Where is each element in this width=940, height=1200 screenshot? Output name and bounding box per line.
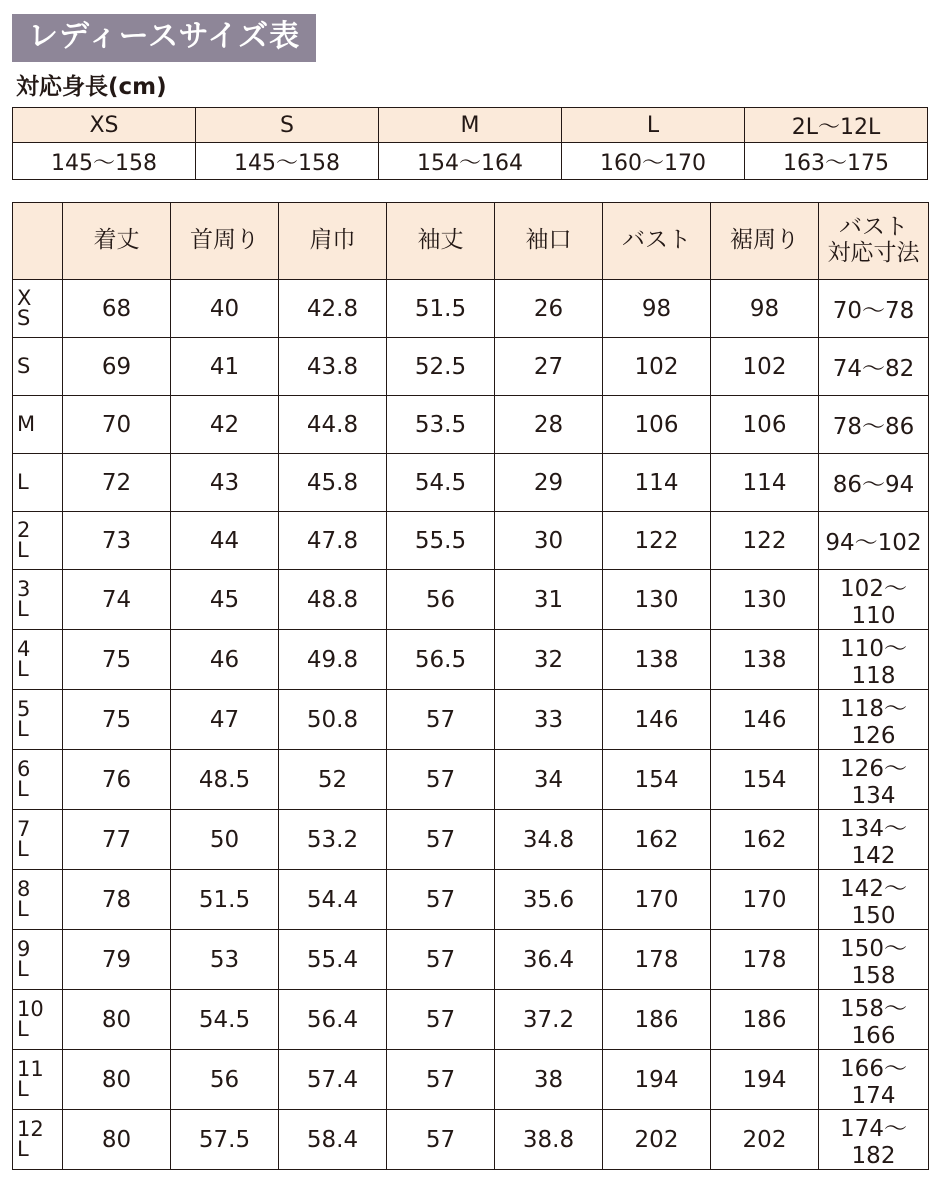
- cell-sodeguchi: 35.6: [495, 870, 603, 930]
- row-size-label: [13, 512, 63, 570]
- row-size-line2: L: [17, 1016, 29, 1041]
- cell-sodetake: 51.5: [387, 280, 495, 338]
- row-size-label: [13, 1050, 63, 1110]
- cell-katahaba: 53.2: [279, 810, 387, 870]
- cell-katahaba: 45.8: [279, 454, 387, 512]
- cell-kubimawari: 44: [171, 512, 279, 570]
- cell-katahaba: 57.4: [279, 1050, 387, 1110]
- cell-bust: 122: [603, 512, 711, 570]
- cell-kubimawari: 56: [171, 1050, 279, 1110]
- row-size-line1: 8: [17, 876, 31, 901]
- height-header-m: M: [379, 108, 562, 143]
- row-size-label: [13, 454, 63, 512]
- cell-bust-taiou: 118〜126: [819, 690, 929, 750]
- cell-sodeguchi: 33: [495, 690, 603, 750]
- height-range-2l-12l: 163〜175: [745, 143, 928, 180]
- table-row: [13, 1110, 929, 1170]
- cell-bust-taiou: 174〜182: [819, 1110, 929, 1170]
- row-size-line2: L: [17, 836, 29, 861]
- cell-susomawari: 138: [711, 630, 819, 690]
- row-size-label: [13, 930, 63, 990]
- cell-sodetake: 54.5: [387, 454, 495, 512]
- cell-bust-taiou: 78〜86: [819, 396, 929, 454]
- cell-sodeguchi: 28: [495, 396, 603, 454]
- table-row: [13, 1050, 929, 1110]
- height-table-header-row: [13, 108, 928, 143]
- cell-sodeguchi: 29: [495, 454, 603, 512]
- cell-kubimawari: 50: [171, 810, 279, 870]
- height-header-s: S: [196, 108, 379, 143]
- cell-kitake: 77: [63, 810, 171, 870]
- cell-kitake: 80: [63, 1050, 171, 1110]
- table-row: [13, 396, 929, 454]
- cell-bust: 98: [603, 280, 711, 338]
- cell-susomawari: 102: [711, 338, 819, 396]
- height-header-l: L: [562, 108, 745, 143]
- height-range-m: 154〜164: [379, 143, 562, 180]
- row-size-label: [13, 750, 63, 810]
- cell-kubimawari: 51.5: [171, 870, 279, 930]
- cell-kubimawari: 54.5: [171, 990, 279, 1050]
- cell-bust-taiou: 158〜166: [819, 990, 929, 1050]
- cell-sodetake: 57: [387, 810, 495, 870]
- cell-bust: 130: [603, 570, 711, 630]
- cell-kitake: 78: [63, 870, 171, 930]
- column-header-katahaba: 肩巾: [279, 203, 387, 280]
- cell-susomawari: 106: [711, 396, 819, 454]
- height-table: [12, 107, 928, 180]
- column-header-kubimawari: 首周り: [171, 203, 279, 280]
- cell-bust-taiou: 142〜150: [819, 870, 929, 930]
- size-table-header-row: [13, 203, 929, 280]
- cell-susomawari: 154: [711, 750, 819, 810]
- column-header-bust-taiou-sunpou: [819, 203, 929, 280]
- cell-bust: 106: [603, 396, 711, 454]
- row-size-line2: L: [17, 956, 29, 981]
- column-header-susomawari: 裾周り: [711, 203, 819, 280]
- cell-katahaba: 48.8: [279, 570, 387, 630]
- row-size-line2: L: [17, 896, 29, 921]
- cell-sodeguchi: 32: [495, 630, 603, 690]
- cell-bust-taiou: 134〜142: [819, 810, 929, 870]
- cell-bust: 102: [603, 338, 711, 396]
- table-row: [13, 570, 929, 630]
- row-size-line2: L: [17, 1076, 29, 1101]
- table-row: [13, 512, 929, 570]
- row-size-line2: S: [17, 305, 31, 330]
- column-header-kitake: 着丈: [63, 203, 171, 280]
- cell-sodetake: 52.5: [387, 338, 495, 396]
- cell-katahaba: 50.8: [279, 690, 387, 750]
- cell-kubimawari: 47: [171, 690, 279, 750]
- cell-kitake: 80: [63, 990, 171, 1050]
- cell-sodetake: 56.5: [387, 630, 495, 690]
- cell-kitake: 72: [63, 454, 171, 512]
- cell-sodetake: 55.5: [387, 512, 495, 570]
- row-size-line1: 2: [17, 517, 31, 542]
- cell-susomawari: 98: [711, 280, 819, 338]
- cell-kubimawari: 41: [171, 338, 279, 396]
- table-row: [13, 870, 929, 930]
- cell-kubimawari: 42: [171, 396, 279, 454]
- cell-bust-taiou: 70〜78: [819, 280, 929, 338]
- row-size-line1: S: [17, 353, 31, 378]
- cell-susomawari: 162: [711, 810, 819, 870]
- height-range-xs: 145〜158: [13, 143, 196, 180]
- cell-susomawari: 146: [711, 690, 819, 750]
- row-size-label: [13, 690, 63, 750]
- row-size-label: [13, 280, 63, 338]
- cell-kubimawari: 40: [171, 280, 279, 338]
- cell-kitake: 74: [63, 570, 171, 630]
- cell-sodeguchi: 38.8: [495, 1110, 603, 1170]
- table-row: [13, 454, 929, 512]
- cell-katahaba: 43.8: [279, 338, 387, 396]
- cell-kitake: 80: [63, 1110, 171, 1170]
- row-size-label: [13, 870, 63, 930]
- height-header-xs: XS: [13, 108, 196, 143]
- row-size-line1: 11: [17, 1056, 44, 1081]
- cell-katahaba: 56.4: [279, 990, 387, 1050]
- cell-bust-taiou: 110〜118: [819, 630, 929, 690]
- row-size-line2: L: [17, 1136, 29, 1161]
- row-size-line1: 12: [17, 1116, 44, 1141]
- row-size-label: [13, 810, 63, 870]
- cell-bust: 114: [603, 454, 711, 512]
- table-row: [13, 990, 929, 1050]
- cell-sodetake: 57: [387, 870, 495, 930]
- cell-kitake: 73: [63, 512, 171, 570]
- cell-kitake: 75: [63, 630, 171, 690]
- table-row: [13, 690, 929, 750]
- cell-sodeguchi: 30: [495, 512, 603, 570]
- size-table-corner: [13, 203, 63, 280]
- row-size-line1: 3: [17, 576, 31, 601]
- cell-sodeguchi: 36.4: [495, 930, 603, 990]
- cell-bust: 138: [603, 630, 711, 690]
- bust-header-line1: バスト: [839, 214, 908, 241]
- cell-kubimawari: 53: [171, 930, 279, 990]
- cell-sodetake: 57: [387, 750, 495, 810]
- row-size-label: [13, 338, 63, 396]
- cell-susomawari: 186: [711, 990, 819, 1050]
- height-section-label: 対応身長(cm): [16, 74, 167, 100]
- cell-kitake: 70: [63, 396, 171, 454]
- cell-sodetake: 57: [387, 930, 495, 990]
- cell-sodetake: 57: [387, 1110, 495, 1170]
- cell-susomawari: 130: [711, 570, 819, 630]
- row-size-line2: L: [17, 537, 29, 562]
- cell-sodeguchi: 27: [495, 338, 603, 396]
- cell-katahaba: 42.8: [279, 280, 387, 338]
- row-size-line1: 6: [17, 756, 31, 781]
- cell-bust: 154: [603, 750, 711, 810]
- cell-kitake: 69: [63, 338, 171, 396]
- height-range-s: 145〜158: [196, 143, 379, 180]
- table-row: [13, 280, 929, 338]
- cell-sodetake: 56: [387, 570, 495, 630]
- cell-kitake: 75: [63, 690, 171, 750]
- cell-kubimawari: 45: [171, 570, 279, 630]
- row-size-line2: L: [17, 596, 29, 621]
- table-row: [13, 338, 929, 396]
- cell-bust-taiou: 102〜110: [819, 570, 929, 630]
- row-size-line1: X: [17, 285, 32, 310]
- row-size-label: [13, 396, 63, 454]
- cell-susomawari: 202: [711, 1110, 819, 1170]
- cell-sodetake: 57: [387, 690, 495, 750]
- row-size-line2: L: [17, 656, 29, 681]
- row-size-line1: 4: [17, 636, 31, 661]
- height-range-l: 160〜170: [562, 143, 745, 180]
- height-header-2l-12l: 2L〜12L: [745, 108, 928, 143]
- cell-katahaba: 58.4: [279, 1110, 387, 1170]
- column-header-sodetake: 袖丈: [387, 203, 495, 280]
- cell-sodeguchi: 34: [495, 750, 603, 810]
- cell-sodetake: 57: [387, 1050, 495, 1110]
- cell-bust: 186: [603, 990, 711, 1050]
- cell-kitake: 79: [63, 930, 171, 990]
- row-size-line1: M: [17, 411, 36, 436]
- cell-kubimawari: 48.5: [171, 750, 279, 810]
- size-table-body: [13, 280, 929, 1170]
- table-row: [13, 930, 929, 990]
- cell-katahaba: 44.8: [279, 396, 387, 454]
- cell-bust-taiou: 166〜174: [819, 1050, 929, 1110]
- cell-bust: 178: [603, 930, 711, 990]
- cell-sodeguchi: 31: [495, 570, 603, 630]
- cell-sodeguchi: 38: [495, 1050, 603, 1110]
- cell-sodeguchi: 37.2: [495, 990, 603, 1050]
- height-table-row: [13, 143, 928, 180]
- cell-bust: 162: [603, 810, 711, 870]
- cell-katahaba: 49.8: [279, 630, 387, 690]
- row-size-label: [13, 630, 63, 690]
- cell-katahaba: 52: [279, 750, 387, 810]
- cell-susomawari: 194: [711, 1050, 819, 1110]
- row-size-line2: L: [17, 776, 29, 801]
- cell-bust-taiou: 126〜134: [819, 750, 929, 810]
- cell-sodetake: 53.5: [387, 396, 495, 454]
- cell-susomawari: 178: [711, 930, 819, 990]
- cell-kubimawari: 46: [171, 630, 279, 690]
- row-size-line1: L: [17, 469, 29, 494]
- cell-kubimawari: 43: [171, 454, 279, 512]
- table-row: [13, 750, 929, 810]
- cell-sodeguchi: 26: [495, 280, 603, 338]
- row-size-line1: 9: [17, 936, 31, 961]
- row-size-line2: L: [17, 716, 29, 741]
- row-size-label: [13, 990, 63, 1050]
- cell-katahaba: 47.8: [279, 512, 387, 570]
- cell-kitake: 68: [63, 280, 171, 338]
- cell-sodetake: 57: [387, 990, 495, 1050]
- cell-kitake: 76: [63, 750, 171, 810]
- row-size-line1: 5: [17, 696, 31, 721]
- cell-bust: 170: [603, 870, 711, 930]
- column-header-bust: バスト: [603, 203, 711, 280]
- table-row: [13, 810, 929, 870]
- cell-bust-taiou: 74〜82: [819, 338, 929, 396]
- cell-bust: 146: [603, 690, 711, 750]
- cell-susomawari: 170: [711, 870, 819, 930]
- size-measurement-table: [12, 202, 929, 1170]
- cell-bust-taiou: 86〜94: [819, 454, 929, 512]
- cell-katahaba: 54.4: [279, 870, 387, 930]
- row-size-label: [13, 1110, 63, 1170]
- cell-bust: 202: [603, 1110, 711, 1170]
- row-size-line1: 7: [17, 816, 31, 841]
- row-size-line1: 10: [17, 996, 44, 1021]
- bust-header-line2: 対応寸法: [827, 240, 920, 266]
- column-header-sodeguchi: 袖口: [495, 203, 603, 280]
- cell-susomawari: 114: [711, 454, 819, 512]
- cell-katahaba: 55.4: [279, 930, 387, 990]
- size-table-section: [12, 202, 928, 1170]
- cell-kubimawari: 57.5: [171, 1110, 279, 1170]
- cell-sodeguchi: 34.8: [495, 810, 603, 870]
- table-row: [13, 630, 929, 690]
- cell-bust: 194: [603, 1050, 711, 1110]
- cell-bust-taiou: 150〜158: [819, 930, 929, 990]
- cell-susomawari: 122: [711, 512, 819, 570]
- page-title: レディースサイズ表: [12, 14, 316, 62]
- cell-bust-taiou: 94〜102: [819, 512, 929, 570]
- row-size-label: [13, 570, 63, 630]
